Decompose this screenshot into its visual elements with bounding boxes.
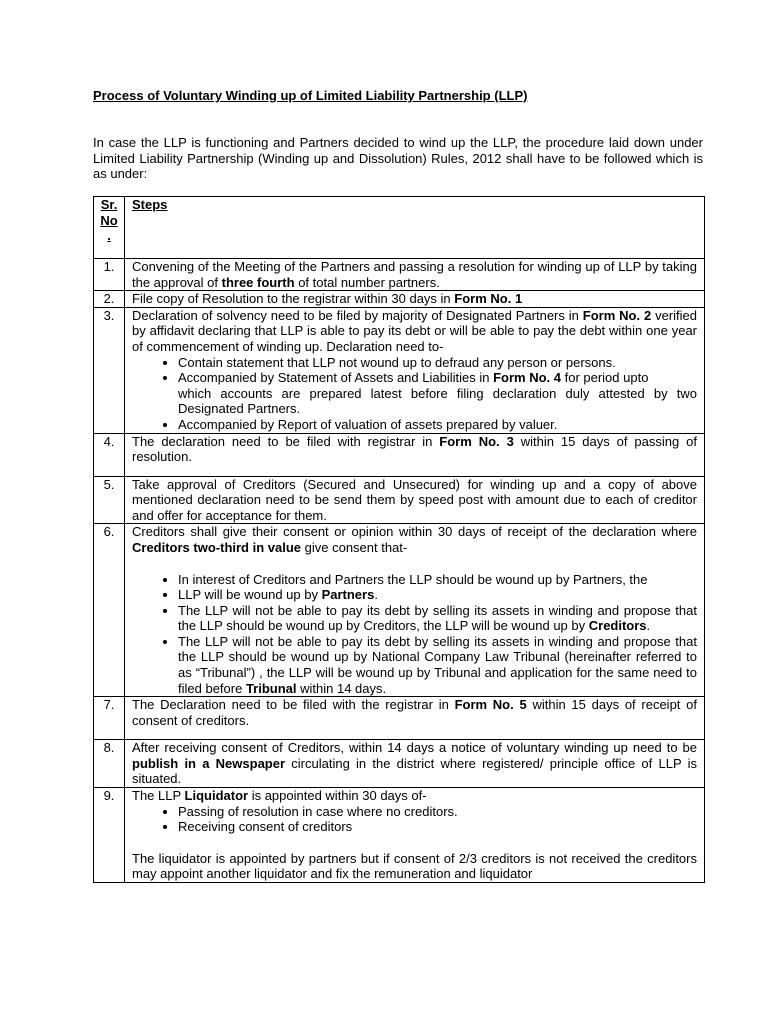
row-number: 7.	[94, 697, 125, 740]
bullet-list	[132, 572, 697, 697]
table-row	[94, 259, 705, 291]
row-number: 2.	[94, 291, 125, 308]
bullet-bold: Creditors	[588, 618, 647, 634]
bullet-text: Accompanied by Statement of Assets and Liabilities in	[178, 370, 494, 386]
step-bold: Form No. 2	[582, 307, 652, 323]
bullet-text: within 14 days.	[296, 680, 387, 696]
bullet-item	[178, 370, 697, 417]
step-text: Convening of the Meeting of the Partners and passing a resolution for winding up of LLP by taking the approval of	[132, 259, 697, 290]
step-paragraph: The liquidator is appointed by partners but if consent of 2/3 creditors is not received the creditors may appoint another liquidator and fix the remuneration and liquidator	[132, 850, 697, 882]
step-bold: Form No. 3	[439, 433, 514, 449]
step-text: The Declaration need to be filed with the registrar in	[132, 697, 455, 713]
step-text: is appointed within 30 days of-	[248, 788, 427, 804]
step-text: File copy of Resolution to the registrar within 30 days in	[132, 291, 455, 307]
step-text: give consent that-	[301, 539, 408, 555]
header-sr-line3: .	[107, 228, 111, 244]
table-row	[94, 788, 705, 883]
row-step	[125, 433, 705, 476]
bullet-bold: Tribunal	[245, 680, 297, 696]
table-header-row	[94, 197, 705, 259]
step-text: of total number partners.	[294, 274, 440, 290]
bullet-item: • Receiving consent of creditors	[178, 819, 697, 835]
table-row	[94, 307, 705, 433]
bullet-list	[132, 355, 697, 433]
bullet-bold: Form No. 4	[493, 370, 561, 386]
table-row	[94, 476, 705, 524]
row-step	[125, 788, 705, 883]
step-text: circulating in the district where registered/ principle office of LLP is situated.	[132, 755, 697, 787]
row-step	[125, 259, 705, 291]
table-row	[94, 291, 705, 308]
bullet-item: • Passing of resolution in case where no creditors.	[178, 804, 697, 820]
row-number: 5.	[94, 476, 125, 524]
row-step: Take approval of Creditors (Secured and Unsecured) for winding up and a copy of above mentioned declaration need to be send them by speed post with amount due to each of creditor and offer for acceptance for them.	[125, 476, 705, 524]
bullet-item	[178, 587, 697, 603]
step-text: within 15 days of passing of resolution.	[132, 433, 697, 465]
bullet-text: .	[374, 587, 378, 603]
step-text: After receiving consent of Creditors, within 14 days a notice of voluntary winding up need to be	[132, 740, 697, 756]
bullet-item	[178, 603, 697, 634]
step-bold: publish in a Newspaper	[132, 755, 286, 771]
row-step	[125, 697, 705, 740]
spacer	[132, 556, 697, 572]
steps-table	[93, 196, 705, 883]
bullet-item: • In interest of Creditors and Partners the LLP should be wound up by Partners, the	[178, 572, 697, 588]
table-row	[94, 697, 705, 740]
header-sr-no	[94, 197, 125, 259]
bullet-item: • Contain statement that LLP not wound up to defraud any person or persons.	[178, 355, 697, 371]
bullet-list	[132, 804, 697, 835]
row-number: 4.	[94, 433, 125, 476]
step-bold: Liquidator	[184, 788, 249, 804]
row-number: 9.	[94, 788, 125, 883]
bullet-item	[178, 634, 697, 696]
step-bold: Creditors two-third in value	[132, 539, 302, 555]
bullet-item: • Accompanied by Report of valuation of assets prepared by valuer.	[178, 417, 697, 433]
bullet-text: which accounts are prepared latest before filing declaration duly attested by two Designated Partners.	[178, 385, 697, 417]
bullet-text: LLP will be wound up by	[178, 587, 322, 603]
step-text: The LLP	[132, 788, 185, 804]
header-sr-line2: No	[100, 212, 118, 228]
step-text: Creditors shall give their consent or opinion within 30 days of receipt of the declaration where	[132, 524, 697, 540]
step-bold: Form No. 5	[454, 697, 527, 713]
step-text: Declaration of solvency need to be filed by majority of Designated Partners in	[132, 307, 583, 323]
step-text: verified by affidavit declaring that LLP is able to pay its debt or will be able to pay the debt within one year of commencement of winding up. Declaration need to-	[132, 307, 697, 354]
row-number: 6.	[94, 524, 125, 697]
bullet-text: for period upto	[560, 370, 649, 386]
step-text: The declaration need to be filed with registrar in	[132, 433, 440, 449]
spacer	[132, 835, 697, 851]
header-sr-line1: Sr.	[100, 197, 118, 212]
row-step	[125, 307, 705, 433]
bullet-text: .	[646, 618, 651, 634]
intro-paragraph: In case the LLP is functioning and Partners decided to wind up the LLP, the procedure laid down under Limited Liability Partnership (Winding up and Dissolution) Rules, 2012 shall have to be followed which is as under:	[93, 135, 703, 181]
step-bold: three fourth	[221, 274, 295, 290]
row-step	[125, 740, 705, 788]
table-row	[94, 740, 705, 788]
bullet-text: The LLP will not be able to pay its debt by selling its assets in winding and propose that the LLP should be wound up by Creditors, the LLP will be wound up by	[178, 602, 697, 634]
bullet-text: The LLP will not be able to pay its debt by selling its assets in winding and propose that the LLP should be wound up by National Company Law Tribunal (hereinafter referred to as “Tribunal”) , the LLP will be wound up by Tribunal and application for the same need to filed before	[178, 633, 697, 696]
header-steps: Steps	[125, 197, 705, 259]
row-step	[125, 291, 705, 308]
step-paragraph	[132, 524, 697, 555]
table-row	[94, 433, 705, 476]
step-paragraph	[132, 308, 697, 355]
document-title: Process of Voluntary Winding up of Limited Liability Partnership (LLP)	[93, 88, 528, 103]
step-paragraph	[132, 788, 697, 804]
row-number: 8.	[94, 740, 125, 788]
row-number: 3.	[94, 307, 125, 433]
row-step	[125, 524, 705, 697]
bullet-bold: Partners	[321, 587, 375, 603]
table-row	[94, 524, 705, 697]
row-number: 1.	[94, 259, 125, 291]
step-bold: Form No. 1	[454, 291, 523, 307]
step-text: within 15 days of receipt of consent of creditors.	[132, 697, 697, 728]
